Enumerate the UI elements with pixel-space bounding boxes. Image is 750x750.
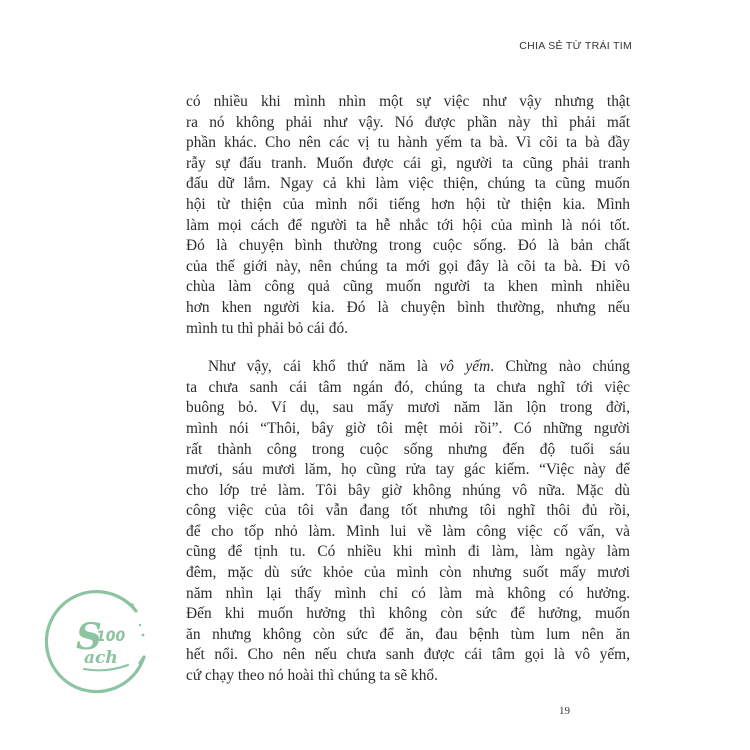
paragraph-1 — [186, 92, 630, 339]
text-line: để cho tốp nhỏ làm. Mình lui về làm công việc cố vấn, và — [186, 522, 630, 540]
text-line: của thế giới này, nên chúng ta mới gọi đây là cõi ta bà. Đi vô — [186, 257, 630, 275]
emphasis-term: vô yếm — [439, 358, 491, 376]
paragraph-2 — [186, 357, 630, 687]
watermark-word: ach — [84, 648, 118, 668]
watermark-number: 100 — [96, 629, 126, 645]
text-line: mình tu thì phải bỏ cái đó. — [186, 319, 349, 337]
sach100-watermark-logo — [36, 583, 154, 701]
text-line: hết nổi. Cho nên nếu chưa sanh được cái tâm gọi là vô yếm, — [186, 646, 630, 664]
text-line: năm nhìn lại thấy mình chỉ có làm mà không có hưởng. — [186, 584, 630, 602]
text-line: Đó là chuyện bình thường trong cuộc sống. Đó là bản chất — [186, 237, 630, 255]
text-line: rẫy sự đấu tranh. Muốn được cái gì, người ta cũng phải tranh — [186, 154, 630, 172]
text-line: hội từ thiện của mình nổi tiếng hơn hội từ thiện kia. Mình — [186, 195, 630, 213]
running-header: CHIA SẺ TỪ TRÁI TIM — [519, 40, 632, 52]
text-line: cũng để tịnh tu. Có nhiều khi mình đi làm, làm ngày làm — [186, 543, 630, 561]
text-line: mình nói “Thôi, bây giờ tôi mệt mỏi rồi”. Có những người — [186, 419, 630, 437]
text-line: đấu dữ lắm. Ngay cả khi làm việc thiện, chúng ta cũng muốn — [186, 175, 630, 193]
text-line: ra nó không phải như vậy. Nó được phần này thì phải mất — [186, 113, 630, 131]
text-line: có nhiều khi mình nhìn một sự việc như vậy nhưng thật — [186, 93, 630, 110]
text-run: . Chừng nào chúng — [490, 358, 630, 376]
text-run: Như vậy, cái khổ thứ năm là — [208, 358, 440, 376]
page-number: 19 — [559, 705, 570, 717]
text-line: cứ chạy theo nó hoài thì chúng ta sẽ khổ. — [186, 667, 438, 685]
text-line: công việc của tôi vẫn đang tốt nhưng tôi nghĩ thôi đủ rồi, — [186, 502, 630, 520]
text-line: ta chưa sanh cái tâm ngán đó, chúng ta chưa nghĩ tới việc — [186, 378, 630, 396]
text-line: cho lớp trẻ làm. Tôi bây giờ không nhúng vô nữa. Mặc dù — [186, 481, 630, 499]
text-line: hơn khen người kia. Đó là chuyện bình thường, nhưng nếu — [186, 298, 630, 316]
body-text — [186, 92, 630, 687]
text-line: rất thành công trong cuộc sống nhưng đến độ tuổi sáu — [186, 440, 630, 458]
text-line: ăn nhưng không còn sức để ăn, đau bệnh tùm lum nên ăn — [186, 625, 630, 643]
text-line: làm mọi cách để người ta hễ nhắc tới hội của mình là nói tốt. — [186, 216, 630, 234]
watermark-letter-s: S — [76, 616, 102, 658]
text-line: phần khác. Cho nên các vị tu hành yếm ta bà. Vì cõi ta bà đầy — [186, 134, 630, 152]
text-line: buông bỏ. Ví dụ, sau mấy mươi năm lăn lộn trong đời, — [186, 399, 630, 417]
text-line: Đến khi muốn hưởng thì không còn sức để hưởng, muốn — [186, 605, 630, 623]
text-line: mươi, sáu mươi lăm, họ cũng rửa tay gác kiếm. “Việc này để — [186, 461, 630, 479]
text-line: chùa làm công quả cũng muốn người ta khen mình nhiều — [186, 278, 630, 296]
paragraph-spacer — [186, 339, 630, 357]
text-line: đêm, mặc dù sức khỏe của mình còn nhưng suốt mấy mươi — [186, 564, 630, 582]
text-line-first — [186, 357, 630, 378]
